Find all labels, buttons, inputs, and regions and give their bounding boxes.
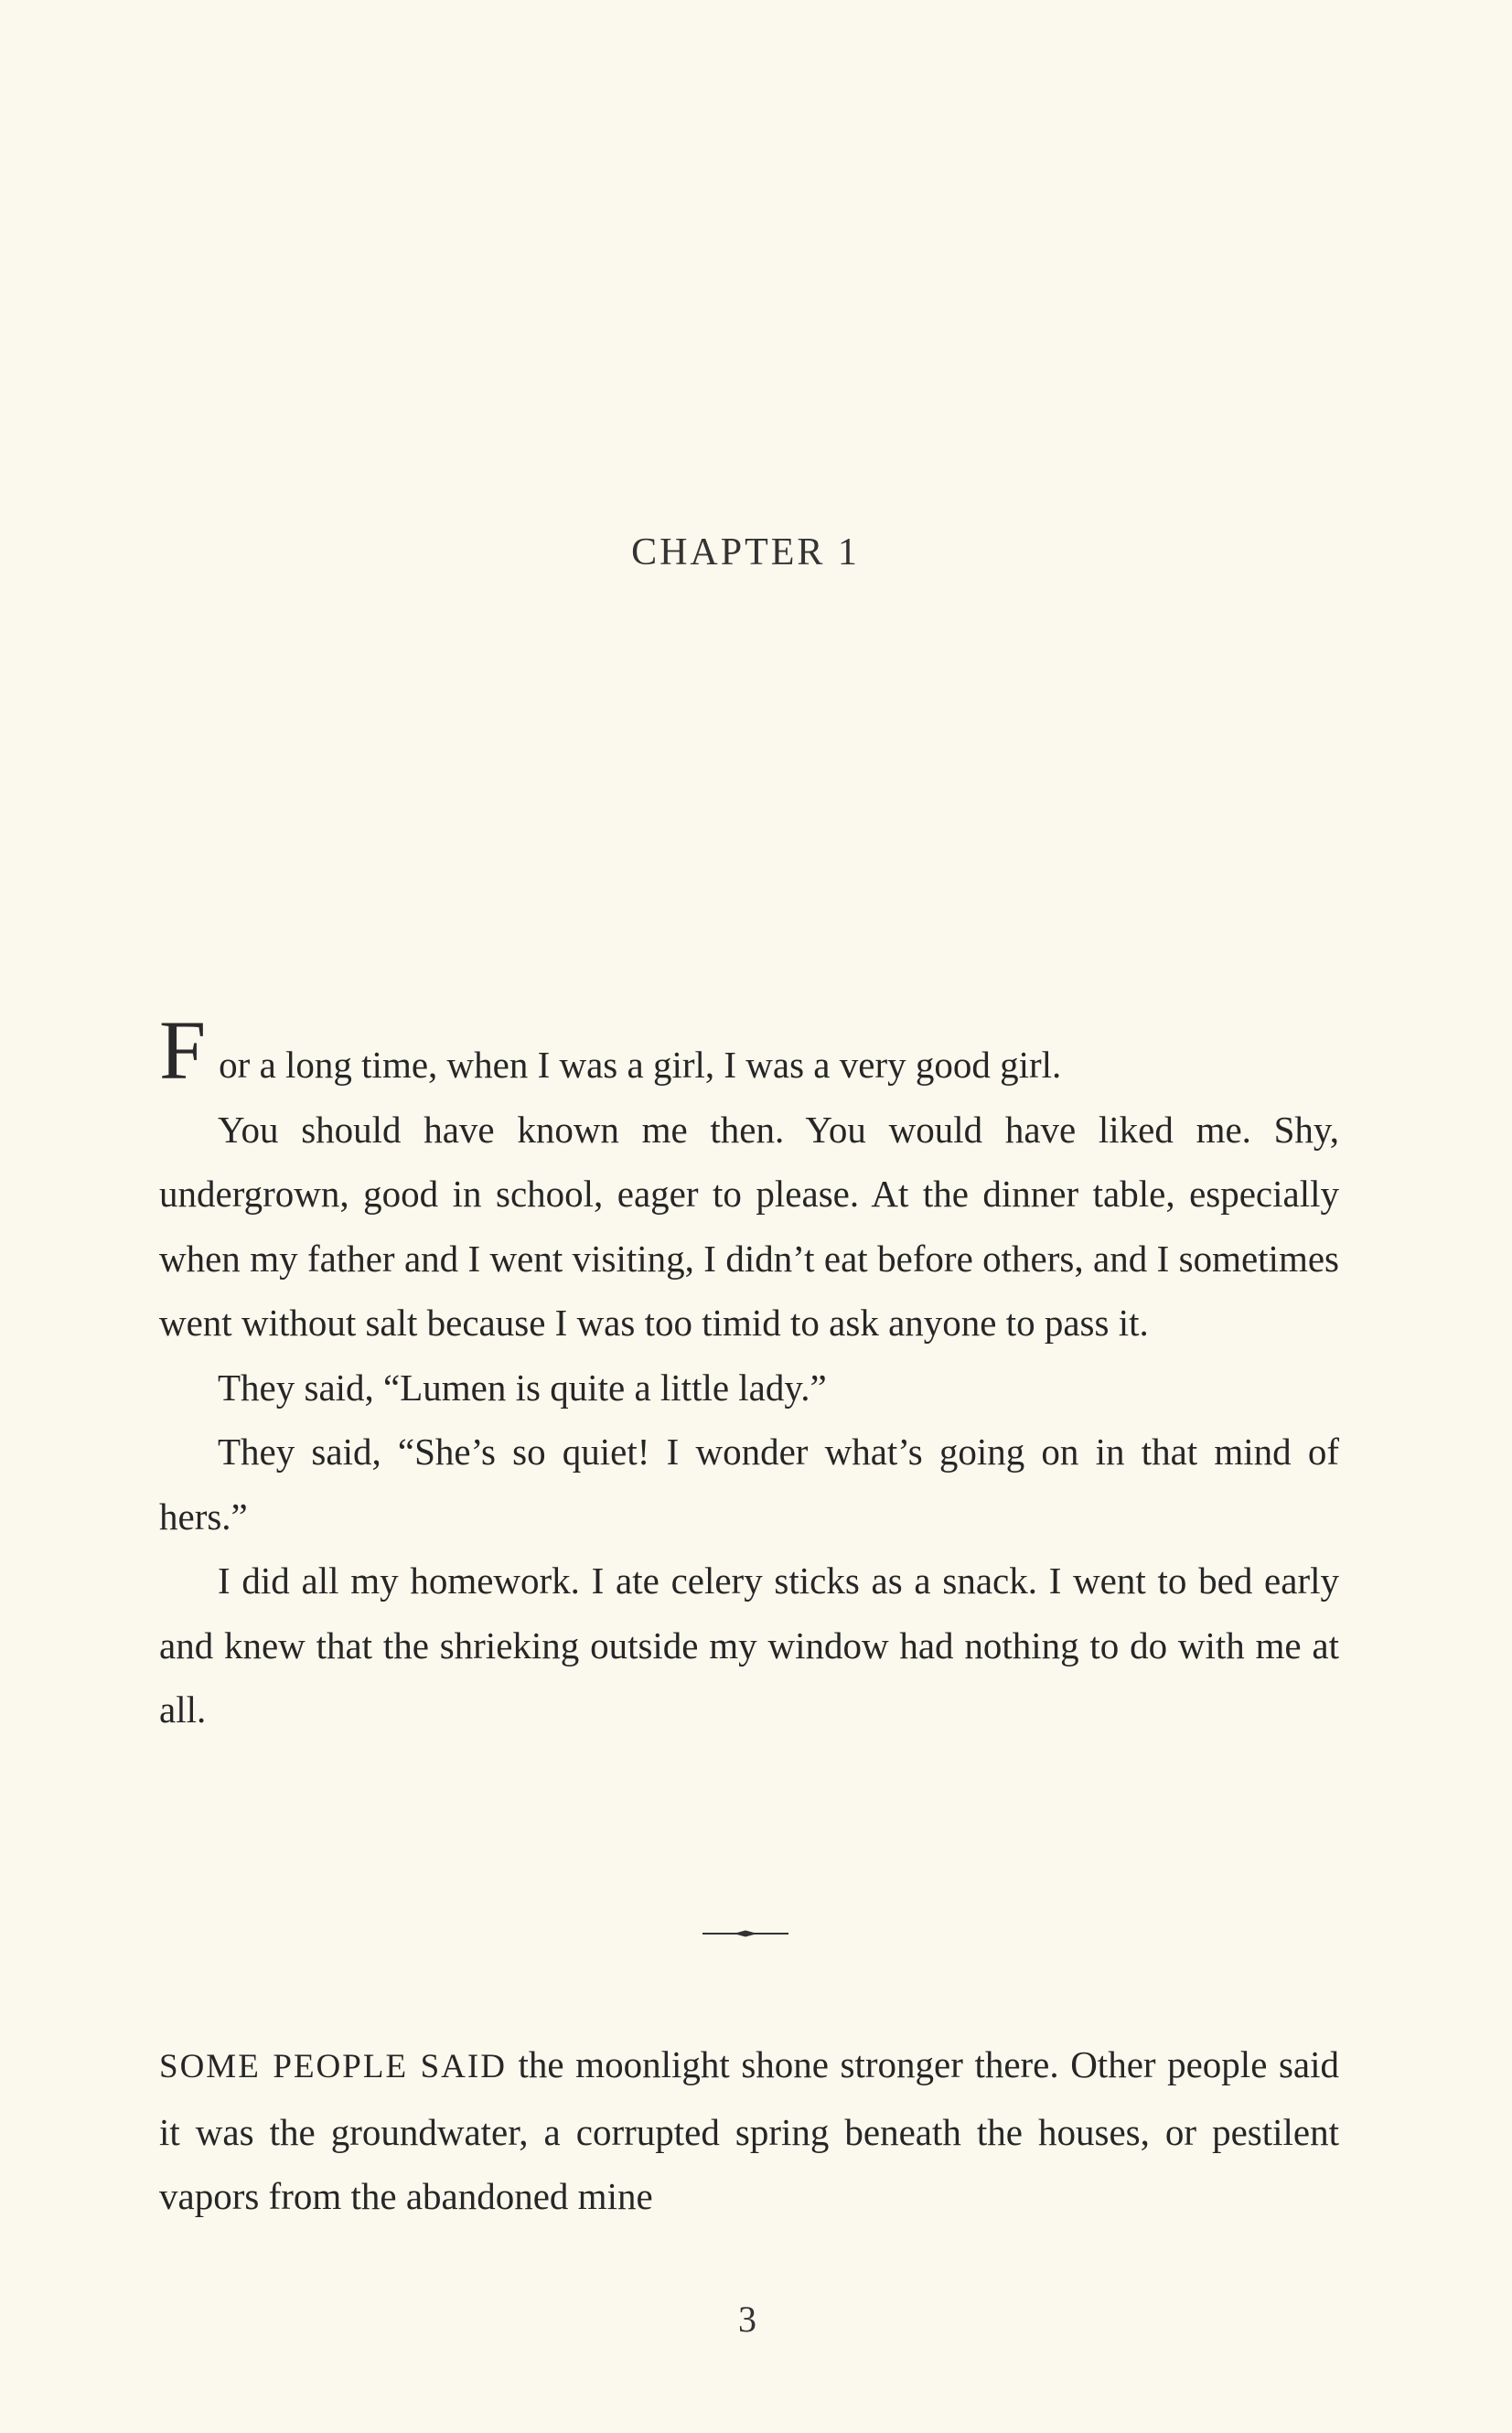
section-lead-in: SOME PEOPLE SAID	[159, 2048, 507, 2085]
section-two-paragraph	[159, 2032, 1339, 2229]
chapter-heading: CHAPTER 1	[631, 531, 860, 573]
paragraph: I did all my homework. I ate celery sticks as a snack. I went to bed early and knew that the shrieking outside my window had nothing to do with me at all.	[159, 1559, 1339, 1731]
paragraph: They said, “Lumen is quite a little lady.”	[218, 1366, 827, 1409]
drop-cap: F	[159, 1003, 207, 1097]
section-two-text	[159, 2032, 1339, 2229]
section-break-ornament-icon	[702, 1928, 788, 1939]
paragraph: You should have known me then. You would have liked me. Shy, undergrown, good in school, eager to please. At the dinner table, especially when my father and I went visiting, I didn’t eat before others, and I sometimes went without salt because I was too timid to ask anyone to pass it.	[159, 1108, 1339, 1344]
section-two-body: the moonlight shone stronger there. Other people said it was the groundwater, a corrupted spring beneath the houses, or pestilent vapors from the abandoned mine	[159, 2043, 1340, 2217]
first-paragraph	[159, 1003, 1339, 1098]
page-number: 3	[738, 2299, 756, 2340]
paragraph: They said, “She’s so quiet! I wonder what’s going on in that mind of hers.”	[159, 1431, 1339, 1538]
first-line-text: or a long time, when I was a girl, I was a very good girl.	[219, 1044, 1062, 1086]
opening-text	[159, 1003, 1339, 1742]
